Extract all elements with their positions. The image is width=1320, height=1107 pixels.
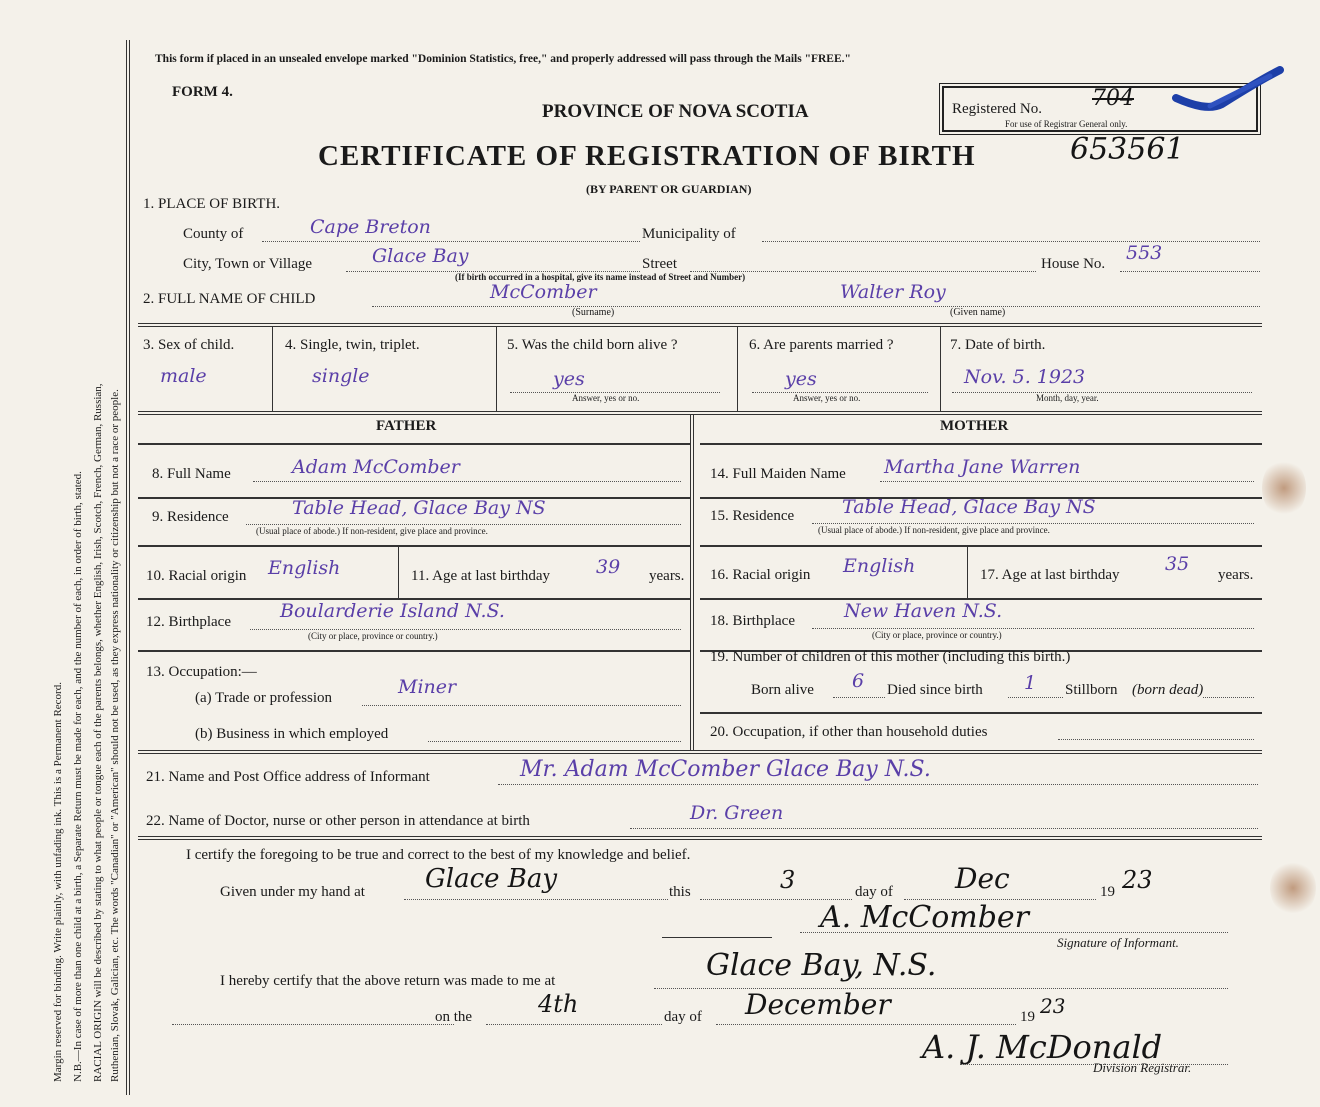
certification-statement: I certify the foregoing to be true and correct to the best of my knowledge and belief. (186, 847, 691, 863)
born-alive-count-label: Born alive (751, 682, 814, 698)
stillborn-label: Stillborn (1065, 682, 1118, 698)
father-residence-value: Table Head, Glace Bay NS (292, 497, 546, 519)
born-alive-caption: Answer, yes or no. (572, 393, 640, 403)
paper-stain (1262, 458, 1306, 518)
margin-note-racial-1: RACIAL ORIGIN will be described by stating to what people or tongue each of the parents belongs, whether English, Irish, Scotch, French, German, Russian, (92, 383, 104, 1082)
father-heading: FATHER (376, 418, 437, 434)
mother-age-value: 35 (1165, 553, 1190, 575)
date-of-birth-caption: Month, day, year. (1036, 393, 1099, 403)
registrar-caption: Division Registrar. (1093, 1060, 1192, 1075)
certificate-title: CERTIFICATE OF REGISTRATION OF BIRTH (318, 140, 976, 172)
father-racial-origin-value: English (268, 557, 341, 579)
child-name-label: 2. FULL NAME OF CHILD (143, 291, 316, 307)
mother-racial-origin-label: 16. Racial origin (710, 567, 811, 583)
doctor-value: Dr. Green (690, 802, 784, 824)
binding-margin-rule (126, 40, 130, 1095)
given-under-hand-label: Given under my hand at (220, 884, 365, 900)
date-of-birth-value: Nov. 5. 1923 (964, 366, 1086, 388)
father-age-value: 39 (596, 556, 621, 578)
province-heading: PROVINCE OF NOVA SCOTIA (542, 101, 809, 122)
registered-number-struck: 704 (1092, 86, 1134, 111)
father-age-label: 11. Age at last birthday (411, 568, 550, 584)
born-alive-label: 5. Was the child born alive ? (507, 337, 678, 353)
return-year-value: 23 (1040, 994, 1066, 1018)
mother-years-label: years. (1218, 567, 1254, 583)
informant-signature-caption: Signature of Informant. (1057, 935, 1179, 950)
mother-birthplace-value: New Haven N.S. (844, 600, 1003, 622)
margin-note-nb: N.B.—In case of more than one child at a birth, a Separate Return must be made for each, and the number of each, in order of birth, stated. (72, 471, 84, 1082)
children-count-label: 19. Number of children of this mother (including this birth.) (710, 649, 1071, 665)
business-label: (b) Business in which employed (195, 726, 389, 742)
surname-caption: (Surname) (572, 307, 615, 318)
house-number-value: 553 (1126, 242, 1163, 264)
died-since-birth-label: Died since birth (887, 682, 983, 698)
parents-married-caption: Answer, yes or no. (793, 393, 861, 403)
certificate-number: 653561 (1070, 132, 1185, 167)
mail-notice: This form if placed in an unsealed envelope marked "Dominion Statistics, free," and properly addressed will pass through the Mails "FREE." (155, 53, 851, 65)
father-name-value: Adam McComber (292, 456, 460, 478)
child-surname-value: McComber (490, 281, 597, 303)
return-place-value: Glace Bay, N.S. (706, 948, 937, 983)
mother-age-label: 17. Age at last birthday (980, 567, 1120, 583)
mother-name-label: 14. Full Maiden Name (710, 466, 846, 482)
died-since-birth-value: 1 (1024, 672, 1037, 694)
given-place-value: Glace Bay (425, 864, 558, 894)
this-label: this (669, 884, 691, 900)
paper-stain (1270, 860, 1316, 916)
year-prefix: 19 (1100, 884, 1115, 900)
registrar-signature: A. J. McDonald (922, 1028, 1163, 1066)
mother-residence-value: Table Head, Glace Bay NS (842, 496, 1096, 518)
house-number-label: House No. (1041, 256, 1106, 272)
stillborn-note: (born dead) (1132, 682, 1204, 698)
mother-residence-note: (Usual place of abode.) If non-resident, give place and province. (818, 525, 1050, 535)
day-value: 3 (780, 866, 796, 894)
father-residence-note: (Usual place of abode.) If non-resident, give place and province. (256, 526, 488, 536)
informant-value: Mr. Adam McComber Glace Bay N.S. (520, 757, 931, 782)
doctor-label: 22. Name of Doctor, nurse or other person in attendance at birth (146, 813, 530, 829)
father-name-label: 8. Full Name (152, 466, 231, 482)
return-month-value: December (745, 988, 891, 1021)
county-label: County of (183, 226, 244, 242)
mother-birthplace-label: 18. Birthplace (710, 613, 795, 629)
on-the-label: on the (435, 1009, 473, 1025)
born-alive-value: yes (553, 368, 585, 390)
given-name-caption: (Given name) (950, 307, 1006, 318)
parents-married-value: yes (785, 368, 817, 390)
street-label: Street (642, 256, 677, 272)
born-alive-count-value: 6 (852, 670, 865, 692)
city-label: City, Town or Village (183, 256, 313, 272)
registrar-note: For use of Registrar General only. (1005, 119, 1128, 129)
mother-occupation-label: 20. Occupation, if other than household duties (710, 724, 988, 740)
margin-note-racial-2: Ruthenian, Slovak, Galician, etc. The words "Canadian" or "American" should not be used, as they express nationality or citizenship but not a race or people. (109, 389, 121, 1082)
year-value: 23 (1122, 866, 1153, 894)
month-value: Dec (955, 862, 1010, 895)
plurality-label: 4. Single, twin, triplet. (285, 337, 420, 353)
return-day-of-label: day of (664, 1009, 702, 1025)
mother-name-value: Martha Jane Warren (884, 456, 1081, 478)
mother-residence-label: 15. Residence (710, 508, 795, 524)
place-of-birth-heading: 1. PLACE OF BIRTH. (143, 196, 281, 212)
city-value: Glace Bay (372, 245, 469, 267)
sex-label: 3. Sex of child. (143, 337, 235, 353)
informant-label: 21. Name and Post Office address of Informant (146, 769, 430, 785)
county-value: Cape Breton (310, 216, 431, 238)
margin-note-binding: Margin reserved for binding. Write plainly, with unfading ink. This is a Permanent Record. (52, 682, 64, 1082)
day-of-label: day of (855, 884, 893, 900)
trade-value: Miner (398, 676, 457, 698)
father-residence-label: 9. Residence (152, 509, 229, 525)
father-birthplace-note: (City or place, province or country.) (308, 631, 438, 641)
mother-birthplace-note: (City or place, province or country.) (872, 630, 1002, 640)
hospital-note: (If birth occurred in a hospital, give its name instead of Street and Number) (455, 272, 746, 282)
child-given-name-value: Walter Roy (840, 281, 946, 303)
form-number: FORM 4. (172, 84, 233, 100)
blue-pen-mark-icon (1170, 66, 1286, 116)
return-day-value: 4th (538, 990, 579, 1018)
plurality-value: single (312, 365, 370, 387)
mother-racial-origin-value: English (843, 555, 916, 577)
certificate-subtitle: (BY PARENT OR GUARDIAN) (586, 182, 752, 196)
informant-signature: A. McComber (820, 900, 1030, 935)
sex-value: male (160, 365, 207, 387)
parents-married-label: 6. Are parents married ? (749, 337, 894, 353)
date-of-birth-label: 7. Date of birth. (950, 337, 1046, 353)
municipality-label: Municipality of (642, 226, 736, 242)
trade-label: (a) Trade or profession (195, 690, 333, 706)
mother-heading: MOTHER (940, 418, 1009, 434)
father-birthplace-label: 12. Birthplace (146, 614, 231, 630)
return-made-label: I hereby certify that the above return was made to me at (220, 973, 556, 989)
father-years-label: years. (649, 568, 685, 584)
father-occupation-label: 13. Occupation:— (146, 664, 257, 680)
return-year-prefix: 19 (1020, 1009, 1035, 1025)
registered-number-label: Registered No. (952, 101, 1042, 117)
father-birthplace-value: Boularderie Island N.S. (280, 600, 505, 622)
father-racial-origin-label: 10. Racial origin (146, 568, 247, 584)
